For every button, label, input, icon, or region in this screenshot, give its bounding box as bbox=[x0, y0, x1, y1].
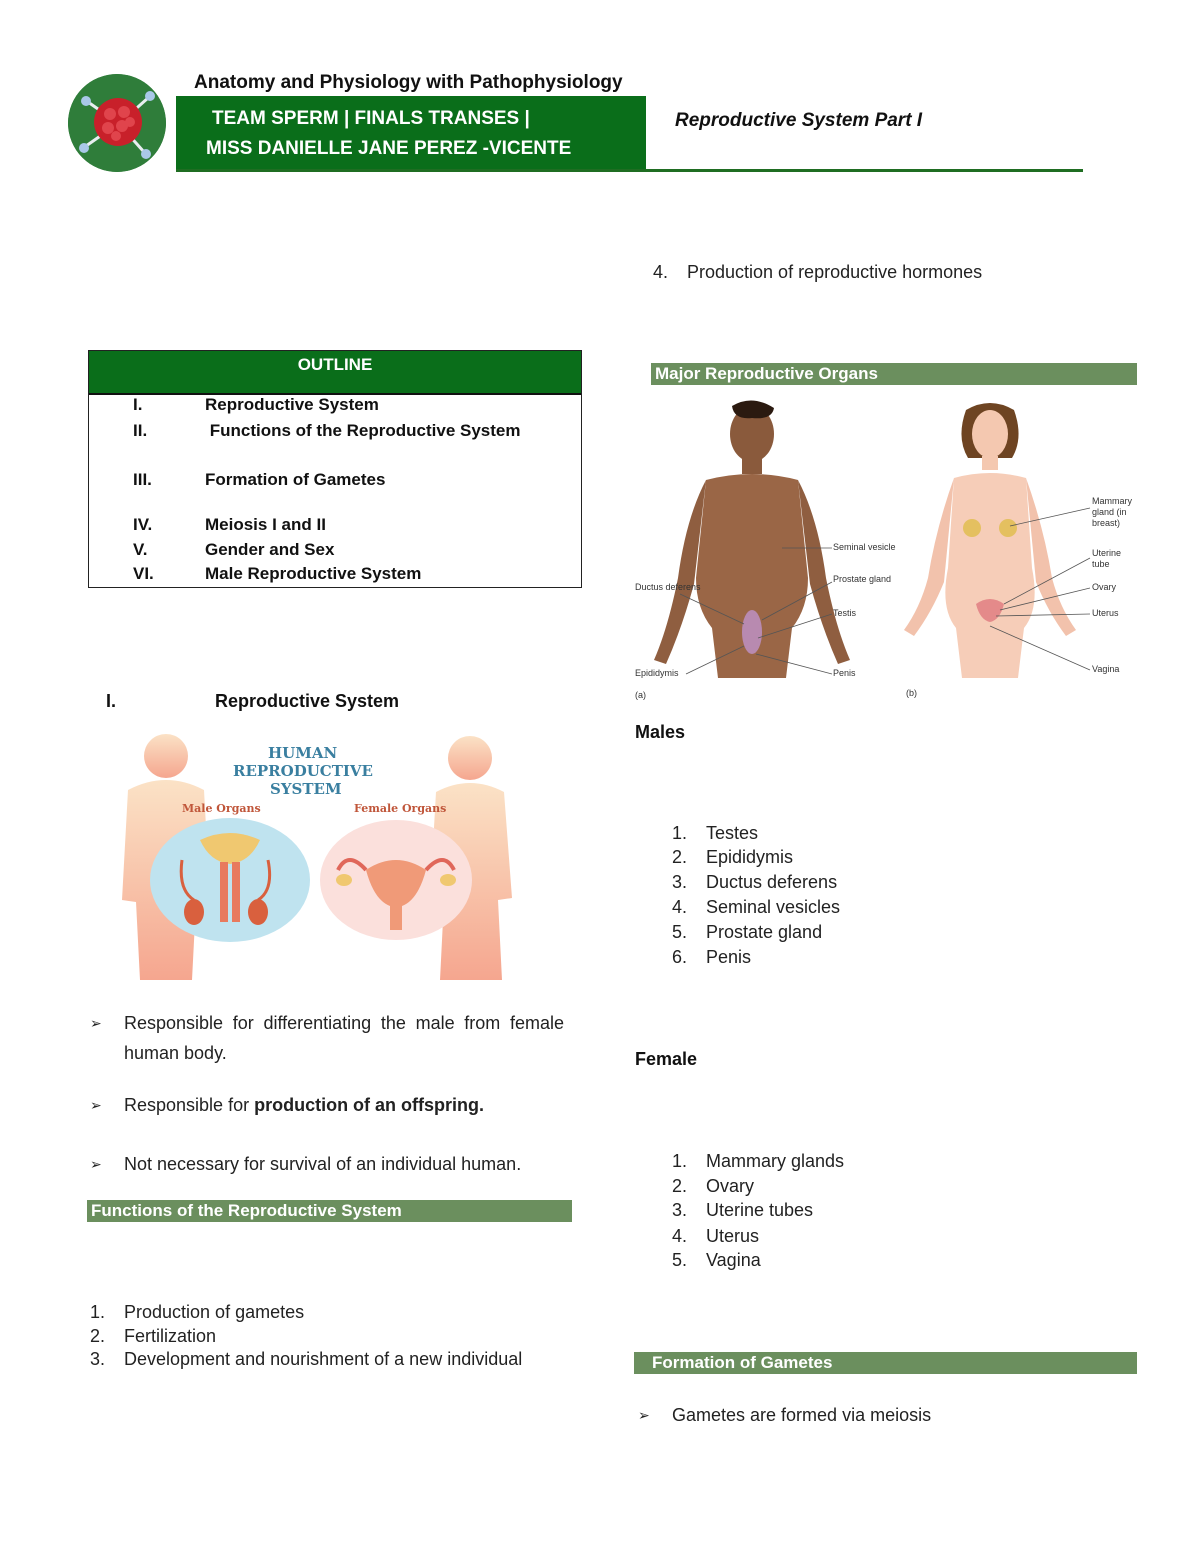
list-text: Mammary glands bbox=[706, 1151, 845, 1171]
list-text: Ductus deferens bbox=[706, 872, 838, 892]
arrow-bullet-icon: ➢ bbox=[90, 1156, 102, 1172]
list-item bbox=[672, 1200, 813, 1221]
part-title: Reproductive System Part I bbox=[675, 110, 923, 131]
list-num: 2. bbox=[672, 847, 688, 867]
bullet-differentiating bbox=[90, 1008, 564, 1068]
list-text: Epididymis bbox=[706, 847, 794, 867]
list-text: Testes bbox=[706, 823, 759, 843]
list-item bbox=[672, 1226, 759, 1247]
label-penis: Penis bbox=[833, 668, 856, 678]
list-item bbox=[653, 262, 982, 283]
outline-item-text: Functions of the Reproductive System bbox=[205, 421, 521, 440]
team-banner bbox=[176, 96, 646, 170]
team-logo bbox=[68, 74, 166, 172]
list-text: Penis bbox=[706, 947, 752, 967]
list-num: 3. bbox=[672, 872, 688, 892]
arrow-bullet-icon: ➢ bbox=[90, 1097, 102, 1113]
list-item bbox=[672, 872, 837, 893]
gametes-heading: Formation of Gametes bbox=[634, 1352, 1137, 1374]
list-item bbox=[672, 947, 751, 968]
list-text: Production of gametes bbox=[124, 1302, 305, 1322]
list-num: 1. bbox=[672, 1151, 688, 1171]
list-item bbox=[672, 1151, 844, 1172]
bullet-text: Gametes are formed via meiosis bbox=[672, 1405, 932, 1425]
label-epididymis: Epididymis bbox=[635, 668, 679, 678]
human-reproductive-system-figure bbox=[118, 730, 518, 982]
list-num: 3. bbox=[672, 1200, 688, 1220]
list-item bbox=[90, 1349, 522, 1370]
functions-heading: Functions of the Reproductive System bbox=[87, 1200, 572, 1222]
label-uterine-tube: Uterine tube bbox=[1092, 548, 1122, 569]
list-item bbox=[90, 1326, 216, 1347]
label-ovary: Ovary bbox=[1092, 582, 1117, 592]
major-organs-heading: Major Reproductive Organs bbox=[651, 363, 1137, 385]
figure-title-line1: HUMAN bbox=[268, 744, 338, 762]
outline-item-text: Formation of Gametes bbox=[205, 470, 386, 489]
label-mammary-gland: Mammary gland (in breast) bbox=[1092, 496, 1132, 528]
list-num: 1. bbox=[90, 1302, 106, 1322]
list-num: 2. bbox=[672, 1176, 688, 1196]
list-text: Production of reproductive hormones bbox=[687, 262, 983, 282]
arrow-bullet-icon: ➢ bbox=[638, 1407, 650, 1423]
outline-table bbox=[88, 350, 582, 588]
outline-item-num: II. bbox=[133, 421, 148, 440]
outline-item-text: Meiosis I and II bbox=[205, 515, 326, 534]
bullet-text-bold: production of an offspring. bbox=[254, 1095, 485, 1115]
list-num: 6. bbox=[672, 947, 688, 967]
list-item bbox=[90, 1302, 304, 1323]
female-heading: Female bbox=[635, 1049, 698, 1069]
label-uterus: Uterus bbox=[1092, 608, 1119, 618]
label-testis: Testis bbox=[833, 608, 857, 618]
female-anatomy-figure bbox=[900, 398, 1140, 704]
male-organs-label: Male Organs bbox=[182, 802, 261, 815]
section-title: Reproductive System bbox=[215, 691, 400, 711]
team-line-2: MISS DANIELLE JANE PEREZ -VICENTE bbox=[206, 138, 572, 159]
list-num: 3. bbox=[90, 1349, 106, 1369]
label-prostate-gland: Prostate gland bbox=[833, 574, 892, 584]
label-seminal-vesicle: Seminal vesicle bbox=[833, 542, 896, 552]
header-rule bbox=[176, 169, 1083, 172]
outline-item-text: Male Reproductive System bbox=[205, 564, 422, 583]
list-num: 5. bbox=[672, 1250, 688, 1270]
bullet-offspring bbox=[90, 1090, 564, 1120]
list-text: Fertilization bbox=[124, 1326, 217, 1346]
female-organs-label: Female Organs bbox=[354, 802, 447, 815]
figure-title-line2: REPRODUCTIVE bbox=[233, 762, 373, 780]
male-anatomy-figure bbox=[632, 398, 896, 704]
list-text: Ovary bbox=[706, 1176, 755, 1196]
outline-item-num: III. bbox=[133, 470, 152, 489]
label-a: (a) bbox=[635, 690, 646, 700]
outline-item-num: I. bbox=[133, 395, 143, 414]
outline-item-text: Reproductive System bbox=[205, 395, 379, 414]
bullet-not-necessary bbox=[90, 1149, 564, 1179]
list-text: Uterus bbox=[706, 1226, 760, 1246]
list-num: 1. bbox=[672, 823, 688, 843]
list-num: 2. bbox=[90, 1326, 106, 1346]
label-vagina: Vagina bbox=[1092, 664, 1120, 674]
outline-item-text: Gender and Sex bbox=[205, 540, 335, 559]
bullet-text-prefix: Responsible for bbox=[124, 1095, 255, 1115]
list-item bbox=[672, 922, 822, 943]
team-line-1: TEAM SPERM | FINALS TRANSES | bbox=[212, 108, 530, 129]
list-item bbox=[672, 897, 840, 918]
outline-item-num: V. bbox=[133, 540, 148, 559]
section-number: I. bbox=[106, 691, 117, 711]
list-num: 5. bbox=[672, 922, 688, 942]
outline-title: OUTLINE bbox=[89, 351, 581, 395]
list-num: 4. bbox=[653, 262, 669, 282]
list-text: Uterine tubes bbox=[706, 1200, 814, 1220]
list-num: 4. bbox=[672, 897, 688, 917]
list-item bbox=[672, 847, 793, 868]
label-ductus-deferens: Ductus deferens bbox=[635, 582, 701, 592]
bullet-text bbox=[124, 1090, 564, 1120]
list-text: Vagina bbox=[706, 1250, 761, 1270]
label-b: (b) bbox=[906, 688, 917, 698]
list-text: Development and nourishment of a new individual bbox=[124, 1349, 523, 1369]
list-num: 4. bbox=[672, 1226, 688, 1246]
list-text: Prostate gland bbox=[706, 922, 823, 942]
males-heading: Males bbox=[635, 722, 686, 742]
list-item bbox=[672, 1250, 761, 1271]
figure-title-line3: SYSTEM bbox=[270, 780, 342, 798]
bullet-text: Not necessary for survival of an individual human. bbox=[124, 1154, 522, 1174]
list-item bbox=[672, 823, 758, 844]
arrow-bullet-icon: ➢ bbox=[90, 1015, 102, 1031]
course-title: Anatomy and Physiology with Pathophysiology bbox=[194, 72, 623, 93]
list-item bbox=[672, 1176, 754, 1197]
list-text: Seminal vesicles bbox=[706, 897, 841, 917]
bullet-gametes bbox=[638, 1400, 1138, 1430]
bullet-text: Responsible for differentiating the male from female human body. bbox=[124, 1013, 564, 1063]
outline-item-num: VI. bbox=[133, 564, 154, 583]
outline-item-num: IV. bbox=[133, 515, 153, 534]
